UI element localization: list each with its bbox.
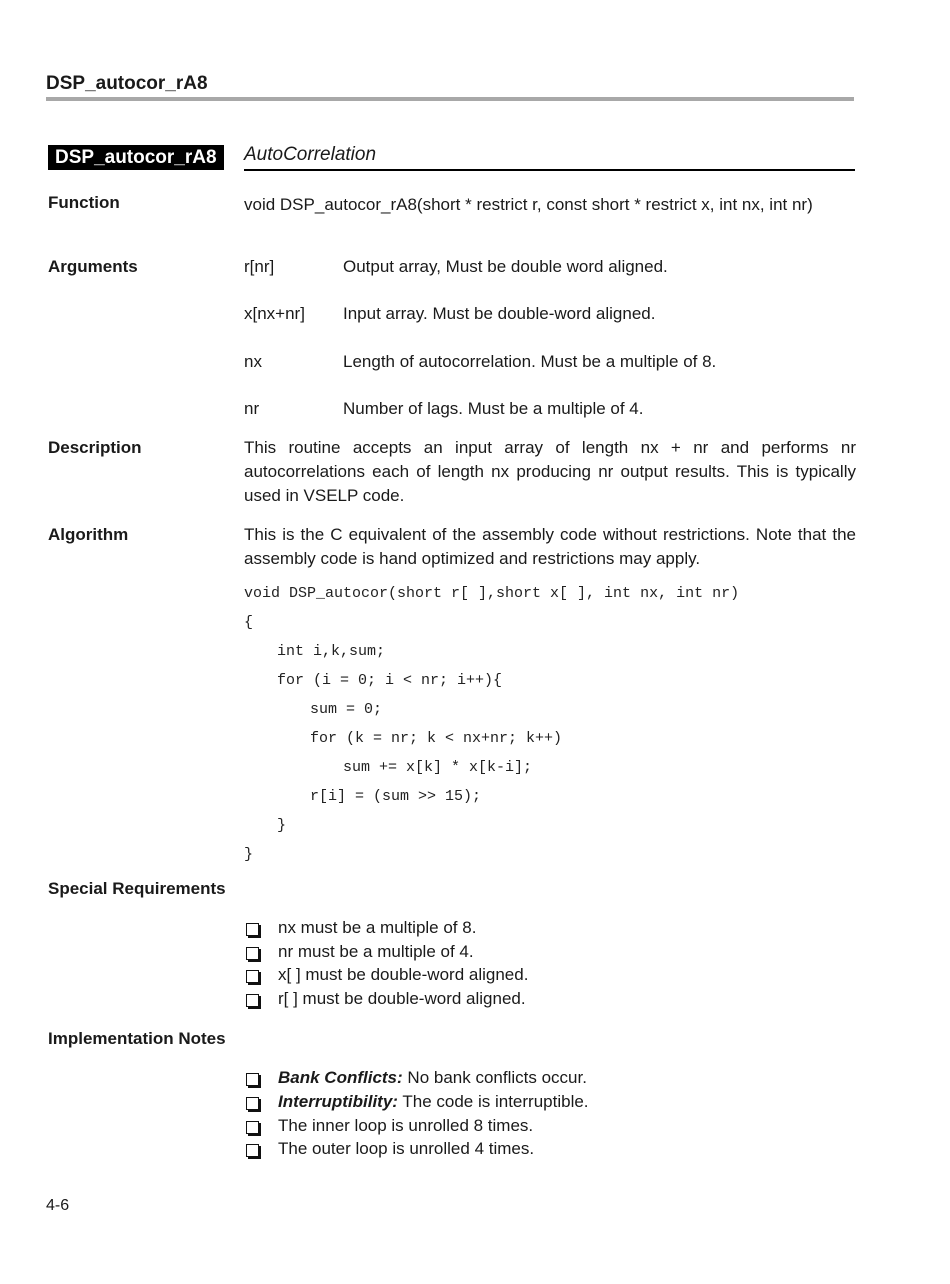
code-line: int i,k,sum; — [277, 643, 386, 660]
note-term: Bank Conflicts: — [278, 1068, 403, 1087]
note-text: The code is interruptible. — [397, 1092, 589, 1111]
function-subtitle: AutoCorrelation — [244, 144, 377, 165]
requirement-item: x[ ] must be double-word aligned. — [278, 965, 529, 984]
code-line: sum = 0; — [310, 701, 383, 718]
note-item — [278, 1116, 533, 1136]
arg-name: x[nx+nr] — [244, 304, 305, 323]
requirement-item: nx must be a multiple of 8. — [278, 918, 477, 937]
code-line: } — [277, 817, 287, 834]
arg-description: Length of autocorrelation. Must be a multiple of 8. — [343, 352, 717, 371]
checkbox-bullet-icon — [246, 1121, 259, 1134]
function-name-tag: DSP_autocor_rA8 — [48, 145, 224, 170]
code-line: sum += x[k] * x[k-i]; — [343, 759, 533, 776]
special-requirements-label: Special Requirements — [48, 879, 226, 898]
code-line: } — [244, 846, 254, 863]
page-number: 4-6 — [46, 1197, 70, 1214]
note-term: Interruptibility: — [278, 1092, 398, 1111]
note-item — [278, 1068, 587, 1088]
checkbox-bullet-icon — [246, 1144, 259, 1157]
arg-name: nx — [244, 352, 262, 371]
algorithm-text: This is the C equivalent of the assembly code without restrictions. Note that the assembly code is hand optimized and restrictions may apply. — [244, 525, 856, 568]
arg-name: r[nr] — [244, 257, 275, 276]
checkbox-bullet-icon — [246, 923, 259, 936]
arg-description: Output array, Must be double word aligned. — [343, 257, 668, 276]
code-line: for (i = 0; i < nr; i++){ — [277, 672, 503, 689]
header-rule — [46, 97, 854, 101]
checkbox-bullet-icon — [246, 1073, 259, 1086]
arg-name: nr — [244, 399, 260, 418]
checkbox-bullet-icon — [246, 947, 259, 960]
requirement-item: nr must be a multiple of 4. — [278, 942, 474, 961]
note-item — [278, 1139, 534, 1159]
function-label: Function — [48, 193, 120, 212]
algorithm-label: Algorithm — [48, 525, 129, 544]
arg-description: Input array. Must be double-word aligned. — [343, 304, 656, 323]
code-line: { — [244, 614, 254, 631]
note-item — [278, 1092, 589, 1112]
arg-description: Number of lags. Must be a multiple of 4. — [343, 399, 644, 418]
note-text: The inner loop is unrolled 8 times. — [278, 1116, 534, 1135]
function-signature: void DSP_autocor_rA8(short * restrict r, const short * restrict x, int nx, int nr) — [244, 195, 813, 214]
note-text: The outer loop is unrolled 4 times. — [278, 1139, 535, 1158]
description-text: This routine accepts an input array of length nx + nr and performs nr autocorrelations each of length nx producing nr output results. This is typically used in VSELP code. — [244, 438, 856, 505]
implementation-notes-label: Implementation Notes — [48, 1029, 226, 1048]
checkbox-bullet-icon — [246, 1097, 259, 1110]
description-label: Description — [48, 438, 142, 457]
code-line: for (k = nr; k < nx+nr; k++) — [310, 730, 563, 747]
checkbox-bullet-icon — [246, 994, 259, 1007]
arguments-label: Arguments — [48, 257, 138, 276]
title-rule — [244, 169, 855, 171]
code-line: void DSP_autocor(short r[ ],short x[ ], int nx, int nr) — [244, 585, 740, 602]
running-header: DSP_autocor_rA8 — [46, 73, 208, 94]
note-text: No bank conflicts occur. — [402, 1068, 587, 1087]
checkbox-bullet-icon — [246, 970, 259, 983]
code-line: r[i] = (sum >> 15); — [310, 788, 482, 805]
requirement-item: r[ ] must be double-word aligned. — [278, 989, 526, 1008]
